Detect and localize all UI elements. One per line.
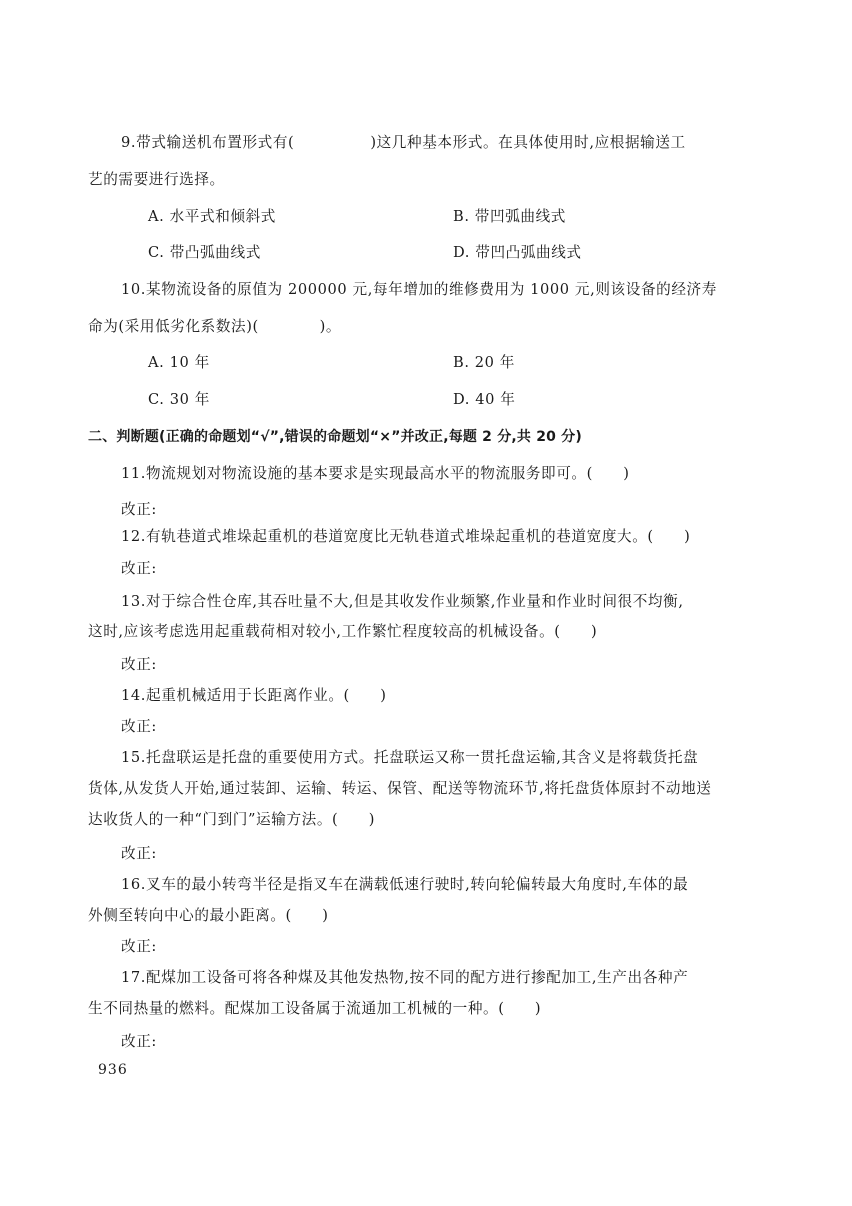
q10-option-c: C. 30 年 — [148, 391, 210, 408]
q15-correction: 改正: — [121, 845, 157, 862]
q17-line-2: 生不同热量的燃料。配煤加工设备属于流通加工机械的一种。( ) — [88, 1000, 542, 1017]
q15-line-2: 货体,从发货人开始,通过装卸、运输、转运、保管、配送等物流环节,将托盘货体原封不动地送 — [88, 780, 712, 797]
q11-line-1: 11.物流规划对物流设施的基本要求是实现最高水平的物流服务即可。( ) — [121, 465, 630, 482]
q9-option-a: A. 水平式和倾斜式 — [148, 208, 276, 225]
q13-line-2: 这时,应该考虑选用起重载荷相对较小,工作繁忙程度较高的机械设备。( ) — [88, 623, 598, 640]
q10-option-b: B. 20 年 — [453, 354, 516, 371]
q14-correction: 改正: — [121, 718, 157, 735]
q10-line-1: 10.某物流设备的原值为 200000 元,每年增加的维修费用为 1000 元,则该设备的经济寿 — [121, 281, 717, 298]
q10-line-2: 命为(采用低劣化系数法)( )。 — [88, 318, 342, 335]
q17-line-1: 17.配煤加工设备可将各种煤及其他发热物,按不同的配方进行掺配加工,生产出各种产 — [121, 969, 689, 986]
section-heading: 二、判断题(正确的命题划“√”,错误的命题划“×”并改正,每题 2 分,共 20 分) — [88, 429, 582, 445]
q15-line-1: 15.托盘联运是托盘的重要使用方式。托盘联运又称一贯托盘运输,其含义是将载货托盘 — [121, 749, 699, 766]
q12-correction: 改正: — [121, 560, 157, 577]
q10-option-d: D. 40 年 — [453, 391, 516, 408]
q9-line-2: 艺的需要进行选择。 — [88, 171, 225, 188]
q12-line-1: 12.有轨巷道式堆垛起重机的巷道宽度比无轨巷道式堆垛起重机的巷道宽度大。( ) — [121, 528, 691, 545]
q11-correction: 改正: — [121, 501, 157, 518]
q10-option-a: A. 10 年 — [148, 354, 210, 371]
page-number: 936 — [98, 1062, 128, 1078]
q9-line-1: 9.带式输送机布置形式有( )这几种基本形式。在具体使用时,应根据输送工 — [121, 134, 686, 151]
q15-line-3: 达收货人的一种“门到门”运输方法。( ) — [88, 811, 376, 828]
q17-correction: 改正: — [121, 1033, 157, 1050]
q16-line-2: 外侧至转向中心的最小距离。( ) — [88, 907, 329, 924]
q9-option-b: B. 带凹弧曲线式 — [453, 208, 566, 225]
q13-correction: 改正: — [121, 656, 157, 673]
q13-line-1: 13.对于综合性仓库,其吞吐量不大,但是其收发作业频繁,作业量和作业时间很不均衡, — [121, 593, 684, 610]
q9-option-c: C. 带凸弧曲线式 — [148, 244, 261, 261]
q16-correction: 改正: — [121, 938, 157, 955]
q16-line-1: 16.叉车的最小转弯半径是指叉车在满载低速行驶时,转向轮偏转最大角度时,车体的最 — [121, 876, 689, 893]
q9-option-d: D. 带凹凸弧曲线式 — [453, 244, 582, 261]
q14-line-1: 14.起重机械适用于长距离作业。( ) — [121, 687, 387, 704]
